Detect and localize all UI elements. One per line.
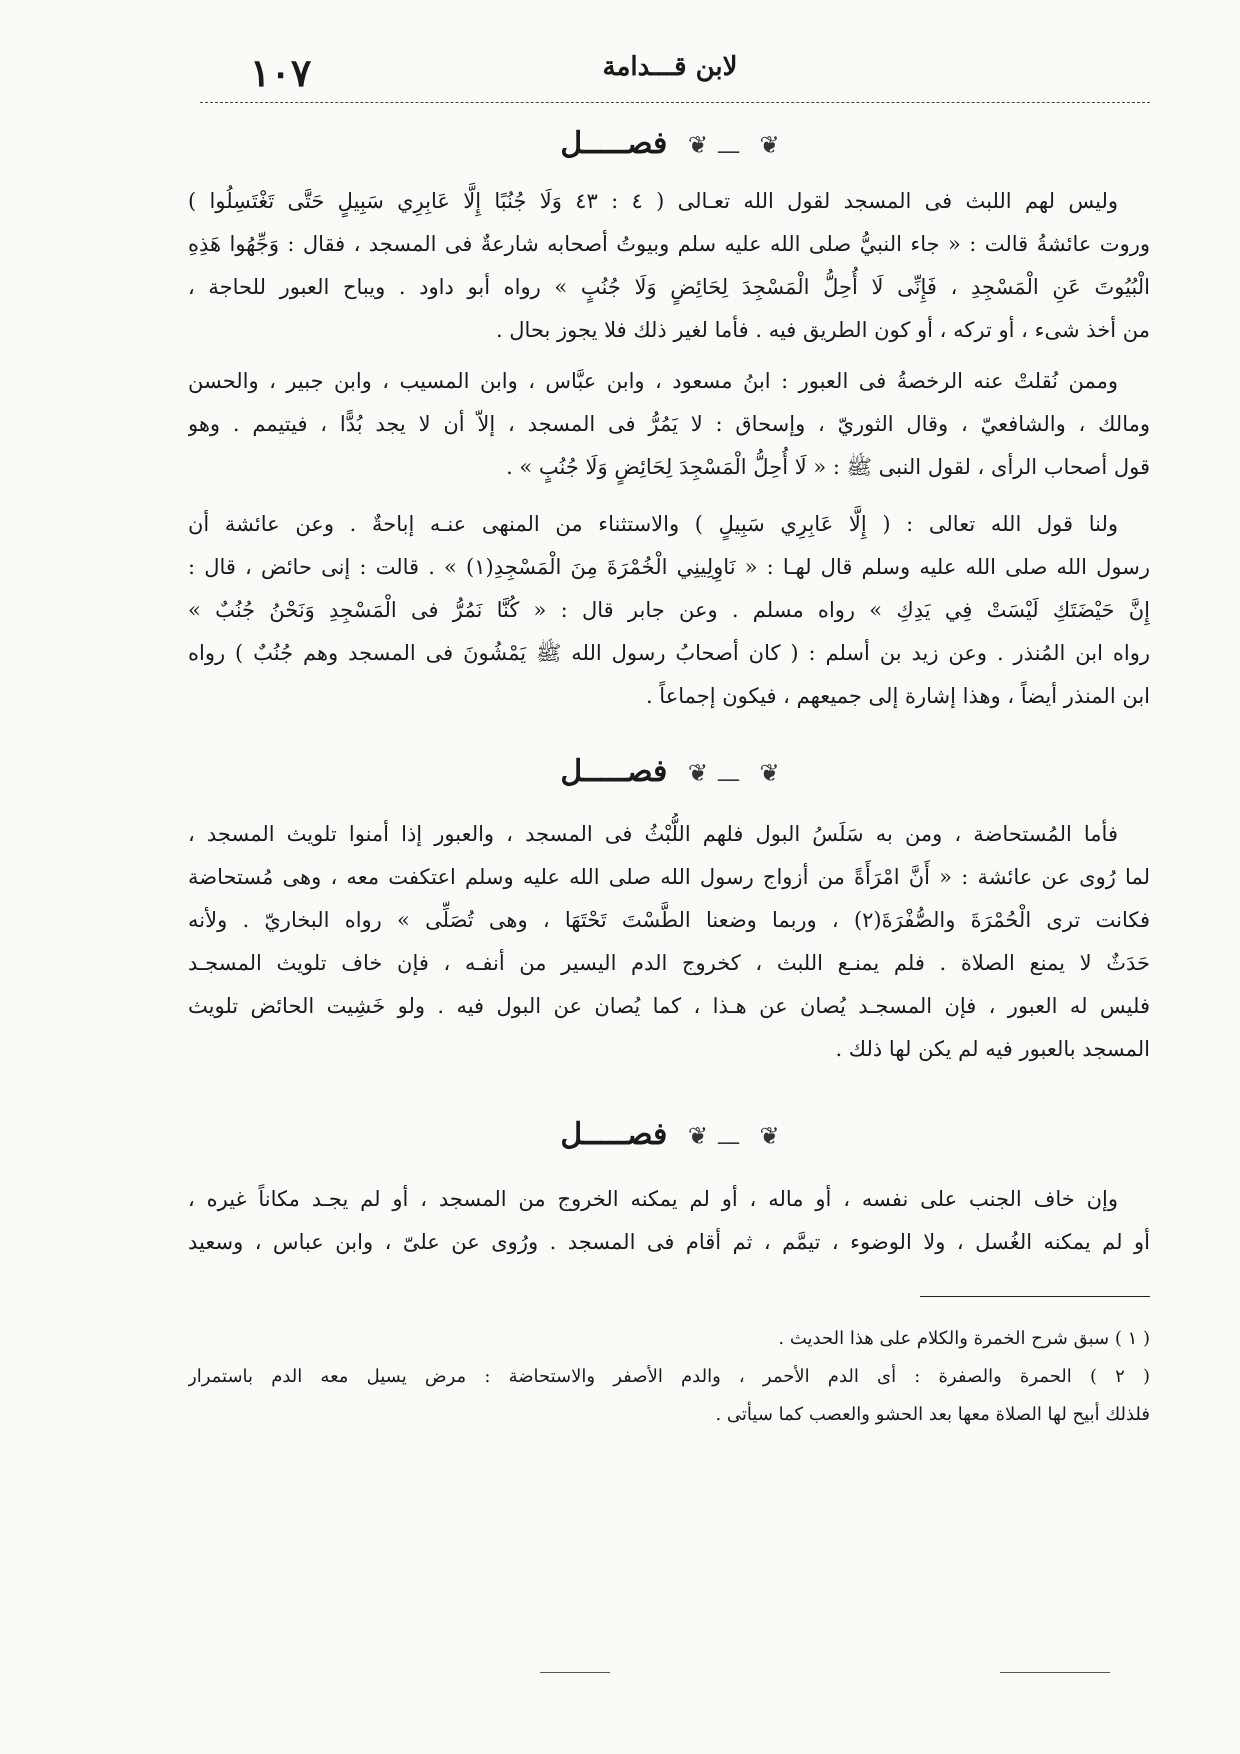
bottom-mark (540, 1672, 610, 1673)
text-line: حَدَثٌ لا يمنع الصلاة . فلم يمنـع اللبث ، كخروج الدم اليسير من أنفـه ، فإن خاف تلويث المسجـد (188, 951, 1150, 975)
text-line: المسجد بالعبور فيه لم يكن لها ذلك . (835, 1037, 1150, 1061)
page-number: ١٠٧ (250, 50, 312, 95)
text-line: فأما المُستحاضة ، ومن به سَلَسُ البول فلهم اللُّبْثُ فى المسجد ، والعبور إذا أمنوا تلويث المسجد ، (188, 822, 1118, 846)
text-line: وإن خاف الجنب على نفسه ، أو ماله ، أو لم يمكنه الخروج من المسجد ، أو لم يجـد مكاناً غيره ، (188, 1187, 1118, 1211)
text-line: أو لم يمكنه الغُسل ، ولا الوضوء ، تيمَّم ، ثم أقام فى المسجد . ورُوى عن علىّ ، وابن عباس ، وسعيد (188, 1230, 1150, 1254)
section-heading-2 (200, 754, 1150, 789)
floral-ornament-icon: ❦ (759, 759, 780, 787)
heading-dash-icon: ــــ (717, 1128, 740, 1149)
paragraph-5 (188, 1178, 1150, 1264)
floral-ornament-icon: ❦ (759, 1122, 780, 1150)
text-line: من أخذ شىء ، أو تركه ، أو كون الطريق فيه . فأما لغير ذلك فلا يجوز بحال . (495, 318, 1150, 342)
section-heading-1 (200, 126, 1150, 161)
text-line: قول أصحاب الرأى ، لقول النبى ﷺ : « لَا أُحِلُّ الْمَسْجِدَ لِحَائِضٍ وَلَا جُنُبٍ » . (506, 455, 1150, 479)
floral-ornament-icon: ❦ (687, 131, 708, 159)
text-line: فليس له العبور ، فإن المسجـد يُصان عن هـذا ، كما يُصان عن البول فيه . ولو خَشِيت الحائض تلويث (188, 994, 1150, 1018)
text-line: إِنَّ حَيْضَتَكِ لَيْسَتْ فِي يَدِكِ » رواه مسلم . وعن جابر قال : « كُنَّا نَمُرُّ فى الْمَسْجِدِ وَنَحْنُ جُنُبٌ » (188, 598, 1150, 622)
paragraph-1 (188, 180, 1150, 352)
footnote-line: فلذلك أبيح لها الصلاة معها بعد الحشو والعصب كما سيأتى . (715, 1404, 1150, 1425)
text-line: وليس لهم اللبث فى المسجد لقول الله تعـالى ( ٤ : ٤٣ وَلَا جُنُبًا إِلَّا عَابِرِي سَبِيلٍ حَتَّى تَغْتَسِلُوا ) (188, 189, 1118, 213)
floral-ornament-icon: ❦ (759, 131, 780, 159)
text-line: ابن المنذر أيضاً ، وهذا إشارة إلى جميعهم ، فيكون إجماعاً . (645, 684, 1150, 708)
text-line: رواه ابن المُنذر . وعن زيد بن أسلم : ( كان أصحابُ رسول الله ﷺ يَمْشُونَ فى المسجد وهم جُنُبٌ ) رواه (188, 641, 1150, 665)
paragraph-3 (188, 503, 1150, 718)
heading-dash-icon: ــــ (717, 137, 740, 158)
text-line: لما رُوى عن عائشة : « أَنَّ امْرَأَةً من أزواج رسول الله صلى الله عليه وسلم اعتكفت معه ، وهى مُستحاضة (188, 865, 1150, 889)
text-line: فكانت ترى الْحُمْرَةَ والصُّفْرَةَ(٢) ، وربما وضعنا الطَّسْتَ تَحْتَهَا ، وهى تُصَلِّى » رواه البخاريّ . ولأنه (188, 908, 1150, 932)
footnote-line: ( ٢ ) الحمرة والصفرة : أى الدم الأحمر ، والدم الأصفر والاستحاضة : مرض يسيل معه الدم باستمرار (188, 1366, 1150, 1387)
floral-ornament-icon: ❦ (687, 759, 708, 787)
footnotes (188, 1320, 1150, 1434)
text-line: ومالك ، والشافعيّ ، وقال الثوريّ ، وإسحاق : لا يَمُرُّ فى المسجد ، إلاّ أن لا يجد بُدًّا ، فيتيمم . وهو (188, 412, 1150, 436)
text-line: وروت عائشةُ قالت : « جاء النبيُّ صلى الله عليه سلم وبيوتُ أصحابه شارعةٌ فى المسجد ، فقال : وَجِّهُوا هَذِهِ (188, 232, 1150, 256)
section-heading-label: فصـــــل (560, 126, 668, 161)
bottom-mark (1000, 1672, 1110, 1673)
section-heading-label: فصـــــل (560, 1117, 668, 1152)
section-heading-3 (200, 1117, 1150, 1152)
heading-dash-icon: ــــ (717, 765, 740, 786)
footnote-rule (920, 1296, 1150, 1297)
text-line: الْبُيُوتَ عَنِ الْمَسْجِدِ ، فَإِنِّى لَا أُحِلُّ الْمَسْجِدَ لِحَائِضٍ وَلَا جُنُبٍ » رواه أبو داود . ويباح العبور للحاجة ، (188, 275, 1150, 299)
text-line: ولنا قول الله تعالى : ( إِلَّا عَابِرِي سَبِيلٍ ) والاستثناء من المنهى عنـه إباحةٌ . وعن عائشة أن (188, 512, 1118, 536)
paragraph-4 (188, 813, 1150, 1071)
footnote-line: ( ١ ) سبق شرح الخمرة والكلام على هذا الحديث . (778, 1328, 1150, 1349)
running-title: لابن قـــدامة (602, 52, 738, 82)
text-line: رسول الله صلى الله عليه وسلم قال لهـا : « نَاوِلِينِي الْخُمْرَةَ مِنَ الْمَسْجِدِ(١) » . قالت : إنى حائض ، قال : (188, 555, 1150, 579)
section-heading-label: فصـــــل (560, 754, 668, 789)
header-rule (200, 102, 1150, 103)
floral-ornament-icon: ❦ (687, 1122, 708, 1150)
paragraph-2 (188, 360, 1150, 489)
text-line: وممن نُقلتْ عنه الرخصةُ فى العبور : ابنُ مسعود ، وابن عبَّاس ، وابن المسيب ، وابن جبير ، والحسن (188, 369, 1118, 393)
